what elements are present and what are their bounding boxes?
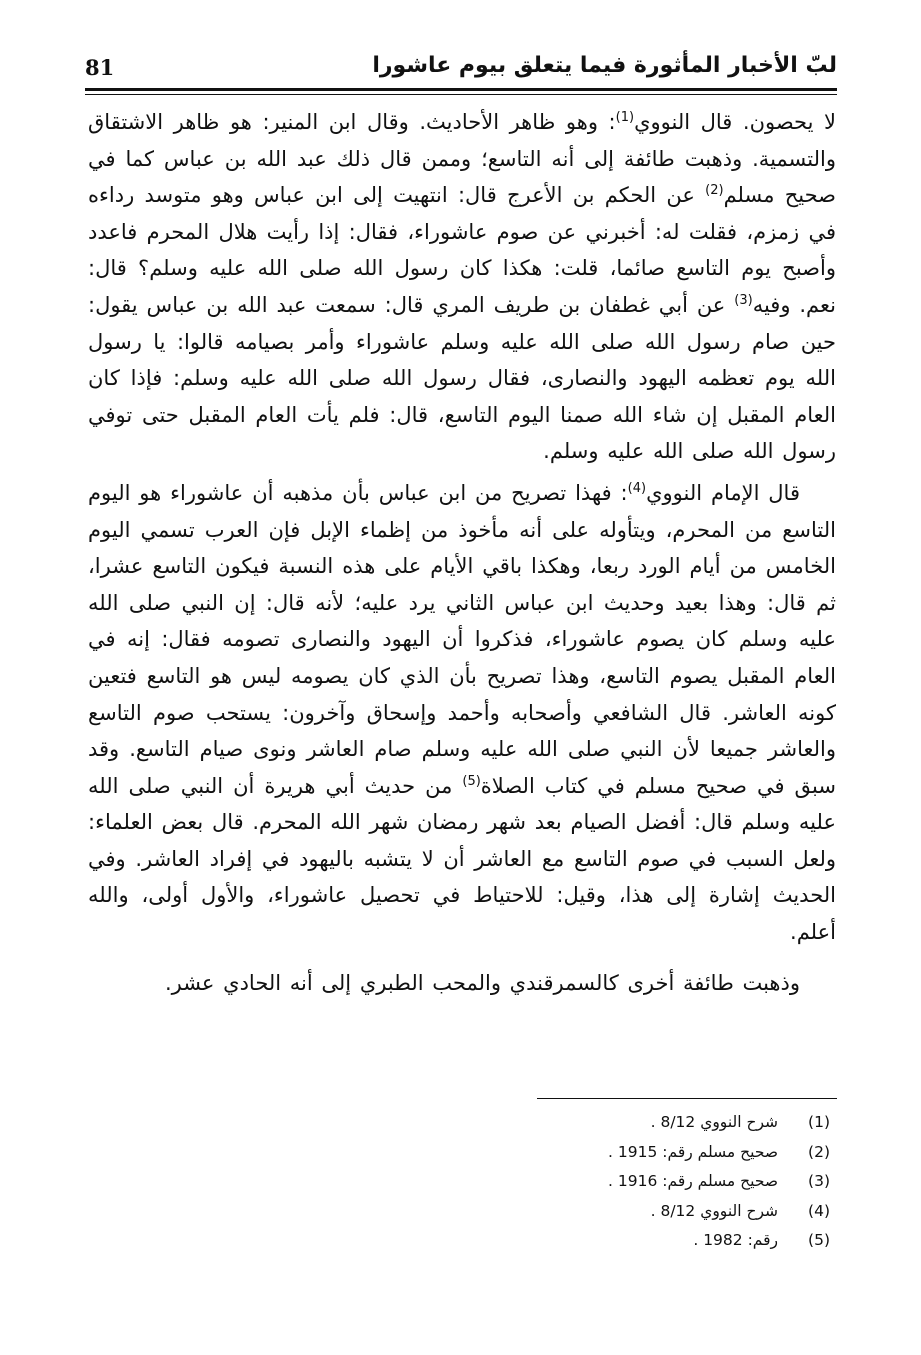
page-header [85, 55, 837, 91]
footnote-number: (2) [808, 1142, 830, 1161]
footnote-3 [500, 1167, 830, 1197]
footnote-separator [537, 1098, 837, 1099]
paragraph-1-part-4: عن أبي غطفان بن طريف المري قال: سمعت عبد الله بن عباس يقول: حين صام رسول الله صلى الله عليه وسلم عاشوراء وأمر بصيامه قالوا: يا رسول الله يوم تعظمه اليهود والنصارى، فقال رسول الله صلى الله عليه وسلم: فإذا كان العام المقبل إن شاء الله صمنا اليوم التاسع، قال: فلم يأت العام المقبل حتى توفي رسول الله صلى الله عليه وسلم. [88, 292, 836, 464]
paragraph-1-part-3: عن الحكم بن الأعرج قال: انتهيت إلى ابن عباس وهو متوسد رداءه في زمزم، فقلت له: أخبرني عن صوم عاشوراء، فقال: إذا رأيت هلال المحرم فاعدد وأصبح يوم التاسع صائما، قلت: هكذا كان رسول الله صلى الله عليه وسلم؟ قال: نعم. وفيه [88, 183, 836, 317]
footnote-text: شرح النووي 8/12 . [650, 1201, 778, 1220]
paragraph-1-part-2: : وهو ظاهر الأحاديث. وقال ابن المنير: هو ظاهر الاشتقاق والتسمية. وذهبت طائفة إلى أنه التاسع؛ وممن قال ذلك عبد الله بن عباس كما في صحيح مسلم [88, 110, 836, 208]
header-rule-thick [85, 88, 837, 91]
footnote-ref-5: (5) [462, 773, 481, 789]
footnote-5 [500, 1226, 830, 1256]
footnote-1 [500, 1108, 830, 1138]
footnote-number: (5) [808, 1231, 830, 1249]
paragraph-1 [88, 104, 836, 470]
paragraph-2 [88, 475, 836, 951]
footnote-number: (3) [808, 1172, 830, 1190]
footnote-2 [500, 1138, 830, 1168]
footnote-text: صحيح مسلم رقم: 1916 . [608, 1172, 778, 1190]
paragraph-3: وذهبت طائفة أخرى كالسمرقندي والمحب الطبري إلى أنه الحادي عشر. [164, 970, 800, 995]
footnote-ref-1: (1) [615, 110, 635, 125]
footnotes [500, 1108, 830, 1256]
paragraph-2-part-1: قال الإمام النووي [646, 480, 800, 505]
footnote-ref-2: (2) [705, 183, 724, 199]
header-rule-thin [85, 94, 837, 95]
running-title: لبّ الأخبار المأثورة فيما يتعلق بيوم عاشورا [372, 53, 837, 78]
paragraph-2-part-3: من حديث أبي هريرة أن النبي صلى الله عليه وسلم قال: أفضل الصيام بعد شهر رمضان شهر الله المحرم. قال بعض العلماء: ولعل السبب في صوم التاسع مع العاشر أن لا يتشبه باليهود في إفراد العاشر. وفي الحديث إشارة إلى هذا، وقيل: للاحتياط في تحصيل عاشوراء، والأول أولى، والله أعلم. [88, 773, 836, 945]
footnote-ref-4: (4) [627, 480, 647, 496]
paragraph-2-part-2: : فهذا تصريح من ابن عباس بأن مذهبه أن عاشوراء هو اليوم التاسع من المحرم، ويتأوله على أنه مأخوذ من إظماء الإبل فإن العرب تسمي اليوم الخامس من أيام الورد ربعا، وهكذا باقي الأيام على هذه النسبة فيكون التاسع عشرا، ثم قال: وهذا بعيد وحديث ابن عباس الثاني يرد عليه؛ لأنه قال: إن النبي صلى الله عليه وسلم كان يصوم عاشوراء، فذكروا أن اليهود والنصارى تصومه فقال: إنه في العام المقبل يصوم التاسع، وهذا تصريح بأن الذي كان يصومه ليس هو التاسع فتعين كونه العاشر. قال الشافعي وأصحابه وأحمد وإسحاق وآخرون: يستحب صوم التاسع والعاشر جميعا لأن النبي صلى الله عليه وسلم صام العاشر ونوى صيام التاسع. وقد سبق في صحيح مسلم في كتاب الصلاة [88, 480, 836, 798]
page-number: 81 [85, 55, 115, 80]
footnote-number: (4) [808, 1201, 830, 1220]
footnote-text: رقم: 1982 . [693, 1231, 778, 1249]
footnote-number: (1) [808, 1113, 830, 1131]
main-text [88, 104, 836, 1001]
footnote-ref-3: (3) [734, 292, 753, 308]
paragraph-1-part-1: لا يحصون. قال النووي [634, 110, 836, 134]
footnote-text: صحيح مسلم رقم: 1915 . [608, 1142, 778, 1161]
footnote-text: شرح النووي 8/12 . [650, 1113, 778, 1131]
footnote-4 [500, 1197, 830, 1227]
